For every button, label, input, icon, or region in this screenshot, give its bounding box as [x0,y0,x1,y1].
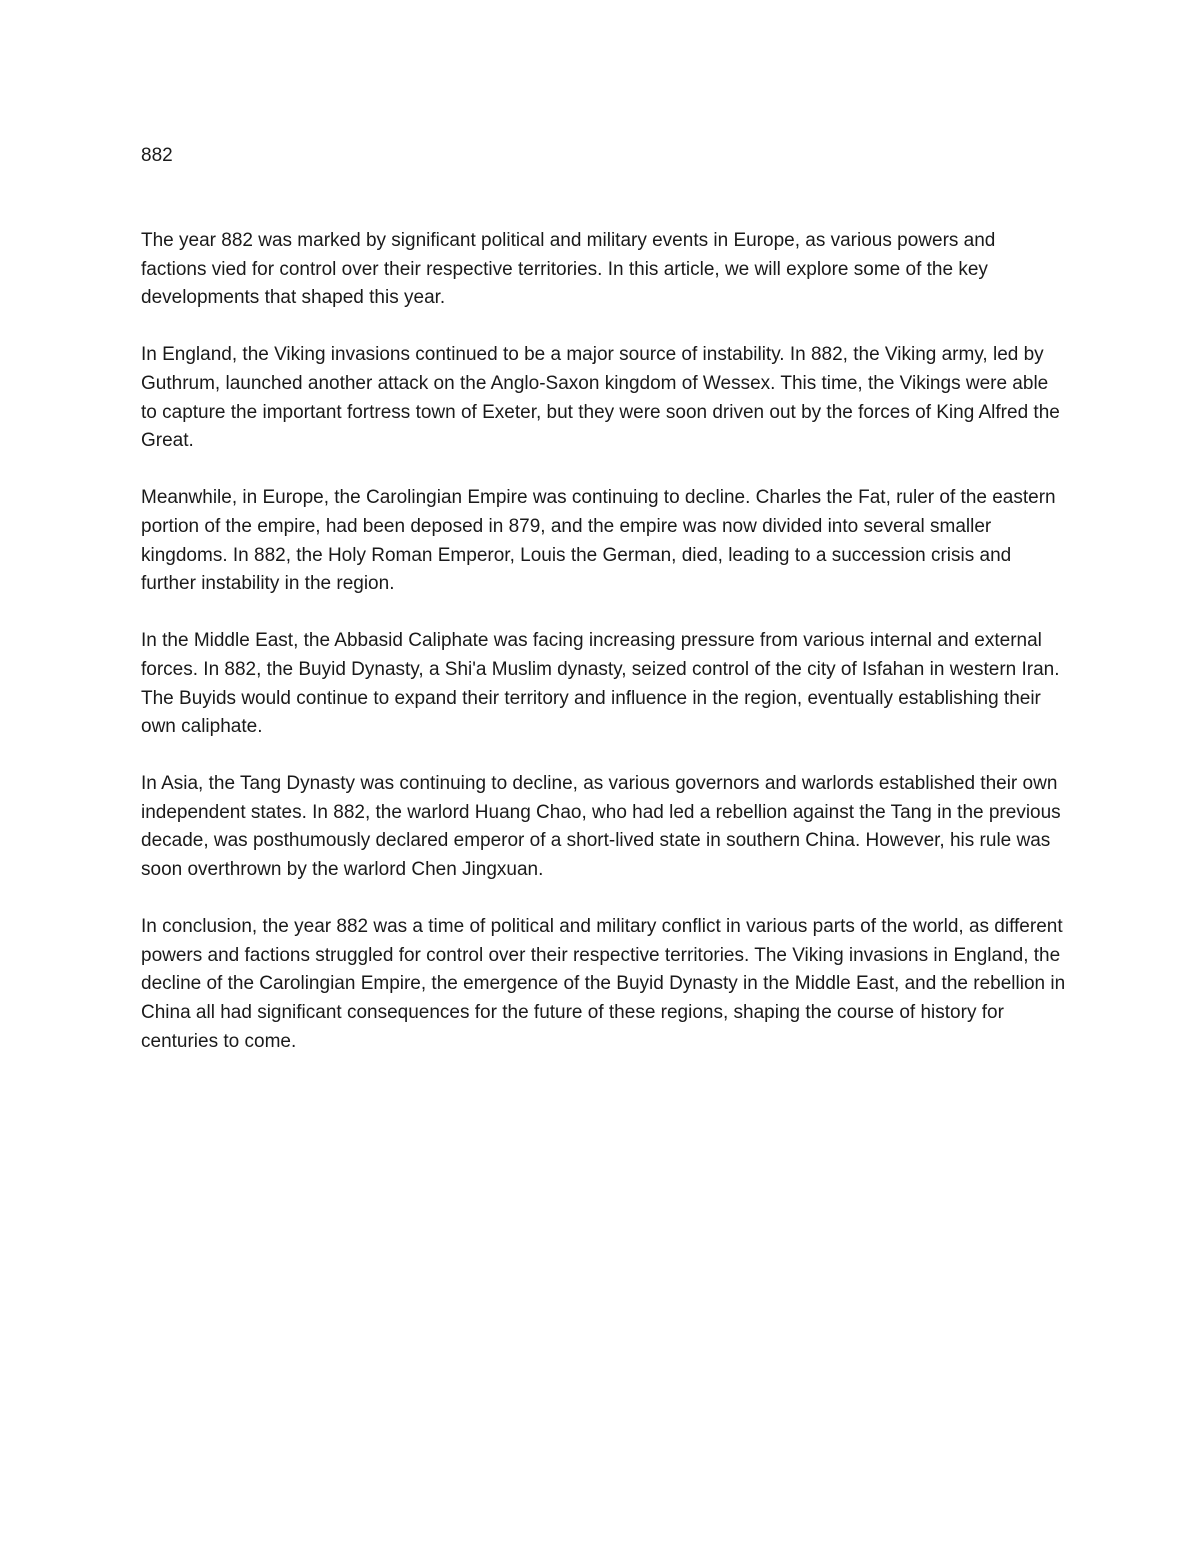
document-body [141,227,1066,1085]
paragraph-middle-east: In the Middle East, the Abbasid Caliphate was facing increasing pressure from various internal and external forces. In 882, the Buyid Dynasty, a Shi'a Muslim dynasty, seized control of the city of Isfahan in western Iran. The Buyids would continue to expand their territory and influence in the region, eventually establishing their own caliphate. [141,630,1060,738]
paragraph-conclusion: In conclusion, the year 882 was a time of political and military conflict in various parts of the world, as different powers and factions struggled for control over their respective territories. The Viking invasions in England, the decline of the Carolingian Empire, the emergence of the Buyid Dynasty in the Middle East, and the rebellion in China all had significant consequences for the future of these regions, shaping the course of history for centuries to come. [141,916,1066,1052]
document-title: 882 [141,145,173,166]
paragraph-carolingian: Meanwhile, in Europe, the Carolingian Empire was continuing to decline. Charles the Fat, ruler of the eastern portion of the empire, had been deposed in 879, and the empire was now divided into several smaller kingdoms. In 882, the Holy Roman Emperor, Louis the German, died, leading to a succession crisis and further instability in the region. [141,487,1056,595]
paragraph-intro: The year 882 was marked by significant political and military events in Europe, as various powers and factions vied for control over their respective territories. In this article, we will explore some of the key developments that shaped this year. [141,230,996,309]
paragraph-england: In England, the Viking invasions continued to be a major source of instability. In 882, the Viking army, led by Guthrum, launched another attack on the Anglo-Saxon kingdom of Wessex. This time, the Vikings were able to capture the important fortress town of Exeter, but they were soon driven out by the forces of King Alfred the Great. [141,344,1060,452]
paragraph-asia: In Asia, the Tang Dynasty was continuing to decline, as various governors and warlords established their own independent states. In 882, the warlord Huang Chao, who had led a rebellion against the Tang in the previous decade, was posthumously declared emperor of a short-lived state in southern China. However, his rule was soon overthrown by the warlord Chen Jingxuan. [141,773,1061,881]
